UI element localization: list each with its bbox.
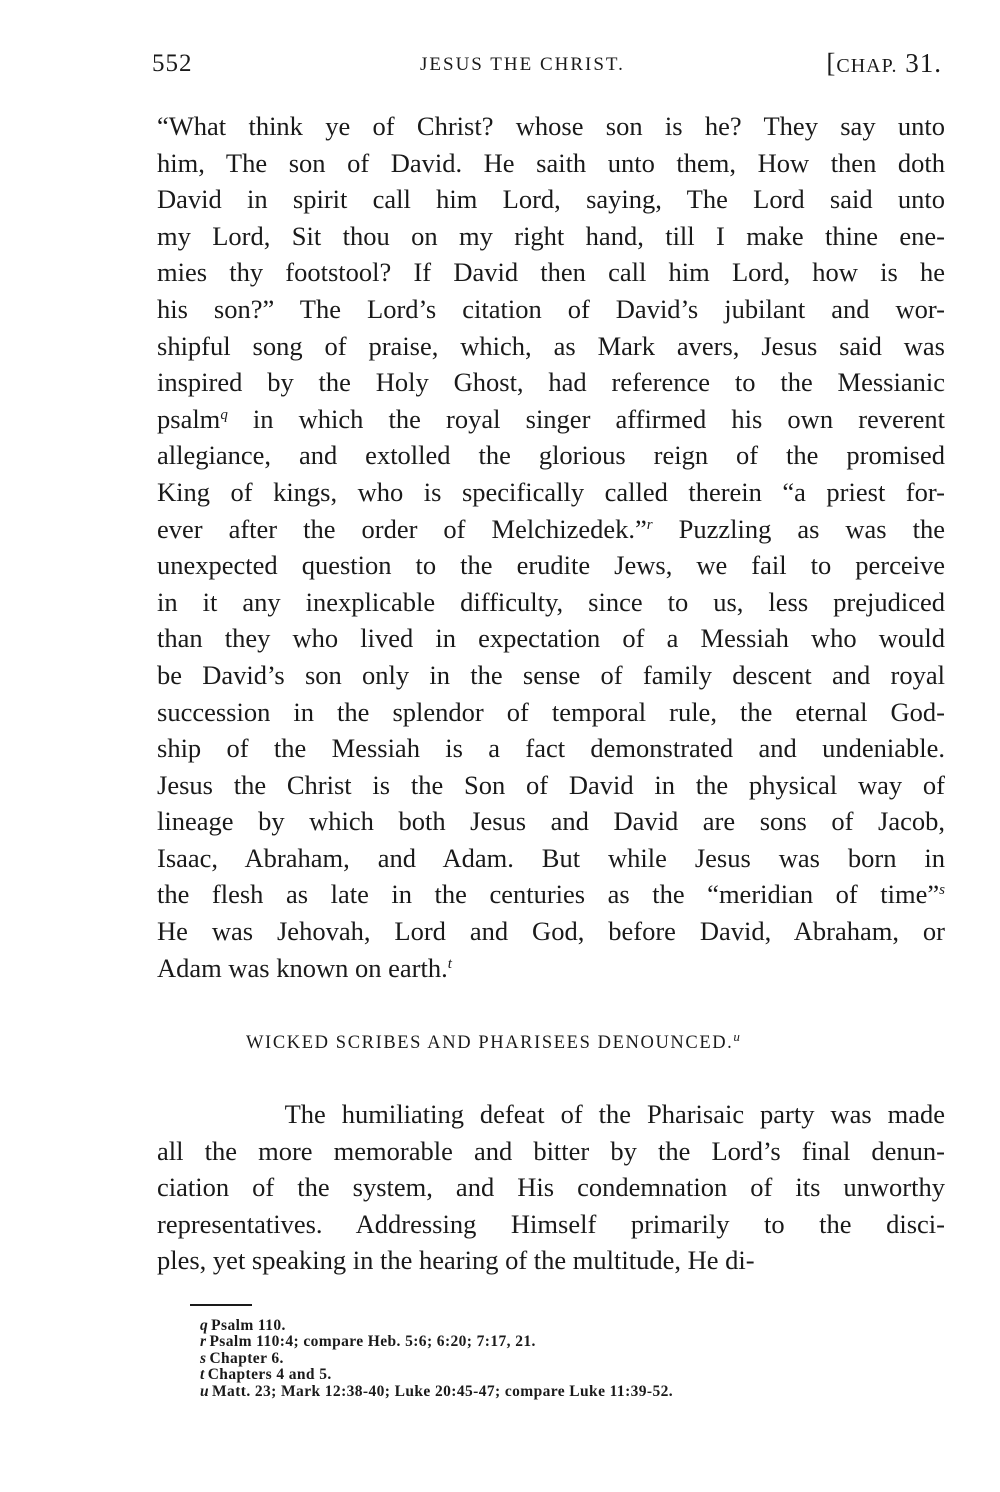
line-text: representatives. Addressing Himself primarily to the disci- xyxy=(157,1208,945,1239)
footnote-marker: s xyxy=(200,1349,207,1367)
footnotes xyxy=(200,1318,673,1400)
page-number: 552 xyxy=(152,50,193,77)
footnote-mark: q xyxy=(220,406,228,423)
line-text: inspired by the Holy Ghost, had reference to the Messianic xyxy=(157,367,945,398)
paragraph-1-line xyxy=(157,145,945,182)
line-text: ciation of the system, and His condemnation of its unworthy xyxy=(157,1172,945,1203)
line-text: Isaac, Abraham, and Adam. But while Jesus was born in xyxy=(157,842,945,873)
chapter-bracket: [ xyxy=(826,48,837,78)
paragraph-1-line xyxy=(157,254,945,291)
paragraph-1-line xyxy=(157,181,945,218)
line-text: succession in the splendor of temporal rule, the eternal God- xyxy=(157,696,945,727)
line-text: in it any inexplicable difficulty, since to us, less prejudiced xyxy=(157,586,945,617)
footnote-mark: s xyxy=(939,882,945,899)
line-text: my Lord, Sit thou on my right hand, till I make thine ene- xyxy=(157,220,945,251)
footnote-text: Psalm 110. xyxy=(211,1317,286,1334)
paragraph-1-line xyxy=(157,767,945,804)
paragraph-1-line xyxy=(157,840,945,877)
line-text: He was Jehovah, Lord and God, before David, Abraham, or xyxy=(157,916,945,947)
footnote-marker: t xyxy=(200,1366,205,1384)
chapter-label xyxy=(826,48,942,79)
line-text-after: Puzzling as was the xyxy=(652,513,945,544)
line-text: ever after the order of Melchizedek.” xyxy=(157,513,647,544)
footnote xyxy=(200,1384,673,1400)
footnote xyxy=(200,1351,673,1367)
running-header xyxy=(152,40,942,88)
paragraph-1-line xyxy=(157,328,945,365)
footnote xyxy=(200,1367,673,1383)
paragraph-2-line xyxy=(157,1169,945,1206)
paragraph-1-line xyxy=(157,291,945,328)
paragraph-1-line xyxy=(157,730,945,767)
paragraph-1 xyxy=(157,108,945,986)
line-text: ples, yet speaking in the hearing of the multitude, He di- xyxy=(157,1245,755,1276)
paragraph-1-line xyxy=(157,876,945,913)
chapter-number: 31. xyxy=(905,48,942,78)
paragraph-1-line xyxy=(157,950,945,987)
paragraph-1-line xyxy=(157,218,945,255)
footnote-divider xyxy=(190,1304,252,1306)
footnote-text: Matt. 23; Mark 12:38-40; Luke 20:45-47; compare Luke 11:39-52. xyxy=(212,1382,674,1400)
paragraph-1-line xyxy=(157,401,945,438)
footnote xyxy=(200,1334,673,1350)
paragraph-1-line xyxy=(157,364,945,401)
footnote-marker: u xyxy=(200,1382,210,1400)
line-text: “What think ye of Christ? whose son is he? They say unto xyxy=(157,111,945,141)
line-text: lineage by which both Jesus and David are sons of Jacob, xyxy=(157,806,945,837)
paragraph-1-line xyxy=(157,474,945,511)
line-text: Jesus the Christ is the Son of David in the physical way of xyxy=(157,769,945,800)
footnote-mark: r xyxy=(646,516,653,533)
paragraph-2 xyxy=(157,1096,945,1279)
paragraph-1-line xyxy=(157,657,945,694)
line-text: the flesh as late in the centuries as the “meridian of time” xyxy=(157,879,940,910)
line-text: King of kings, who is specifically called therein “a priest for- xyxy=(157,476,945,507)
line-text: allegiance, and extolled the glorious reign of the promised xyxy=(157,440,945,471)
footnote-marker: q xyxy=(200,1317,209,1334)
footnote xyxy=(200,1318,673,1334)
line-text: his son?” The Lord’s citation of David’s jubilant and wor- xyxy=(157,293,945,324)
paragraph-2-line xyxy=(157,1133,945,1170)
line-text: unexpected question to the erudite Jews, we fail to perceive xyxy=(157,550,945,581)
line-text: than they who lived in expectation of a Messiah who would xyxy=(157,623,945,654)
paragraph-2-line xyxy=(157,1096,945,1133)
paragraph-1-line xyxy=(157,584,945,621)
paragraph-1-line xyxy=(157,913,945,950)
footnote-text: Chapters 4 and 5. xyxy=(207,1366,332,1384)
footnote-mark: t xyxy=(447,955,452,972)
line-text-after: in which the royal singer affirmed his own reverent xyxy=(227,403,945,434)
footnote-marker: r xyxy=(200,1333,207,1351)
section-heading xyxy=(246,1029,886,1054)
line-text: The humiliating defeat of the Pharisaic party was made xyxy=(157,1099,945,1129)
section-heading-text: WICKED SCRIBES AND PHARISEES DENOUNCED. xyxy=(246,1033,734,1053)
line-text: all the more memorable and bitter by the Lord’s final denun- xyxy=(157,1135,945,1166)
paragraph-2-line xyxy=(157,1242,945,1279)
line-text: be David’s son only in the sense of family descent and royal xyxy=(157,659,945,690)
paragraph-1-line xyxy=(157,620,945,657)
line-text: David in spirit call him Lord, saying, The Lord said unto xyxy=(157,184,945,215)
paragraph-1-line xyxy=(157,547,945,584)
line-text: mies thy footstool? If David then call him Lord, how is he xyxy=(157,257,945,288)
line-text: ship of the Messiah is a fact demonstrated and undeniable. xyxy=(157,733,945,764)
paragraph-2-line xyxy=(157,1206,945,1243)
paragraph-1-line xyxy=(157,437,945,474)
paragraph-1-line xyxy=(157,803,945,840)
paragraph-1-line xyxy=(157,511,945,548)
line-text: psalm xyxy=(157,403,221,434)
book-title: JESUS THE CHRIST. xyxy=(420,54,625,75)
line-text: Adam was known on earth. xyxy=(157,952,448,983)
line-text: him, The son of David. He saith unto them, How then doth xyxy=(157,147,945,178)
footnote-text: Chapter 6. xyxy=(209,1349,284,1367)
chapter-word: CHAP. xyxy=(836,55,898,77)
footnote-text: Psalm 110:4; compare Heb. 5:6; 6:20; 7:17, 21. xyxy=(209,1333,536,1351)
line-text: shipful song of praise, which, as Mark avers, Jesus said was xyxy=(157,330,945,361)
paragraph-1-line xyxy=(157,694,945,731)
paragraph-1-line xyxy=(157,108,945,145)
footnote-mark: u xyxy=(733,1029,742,1044)
